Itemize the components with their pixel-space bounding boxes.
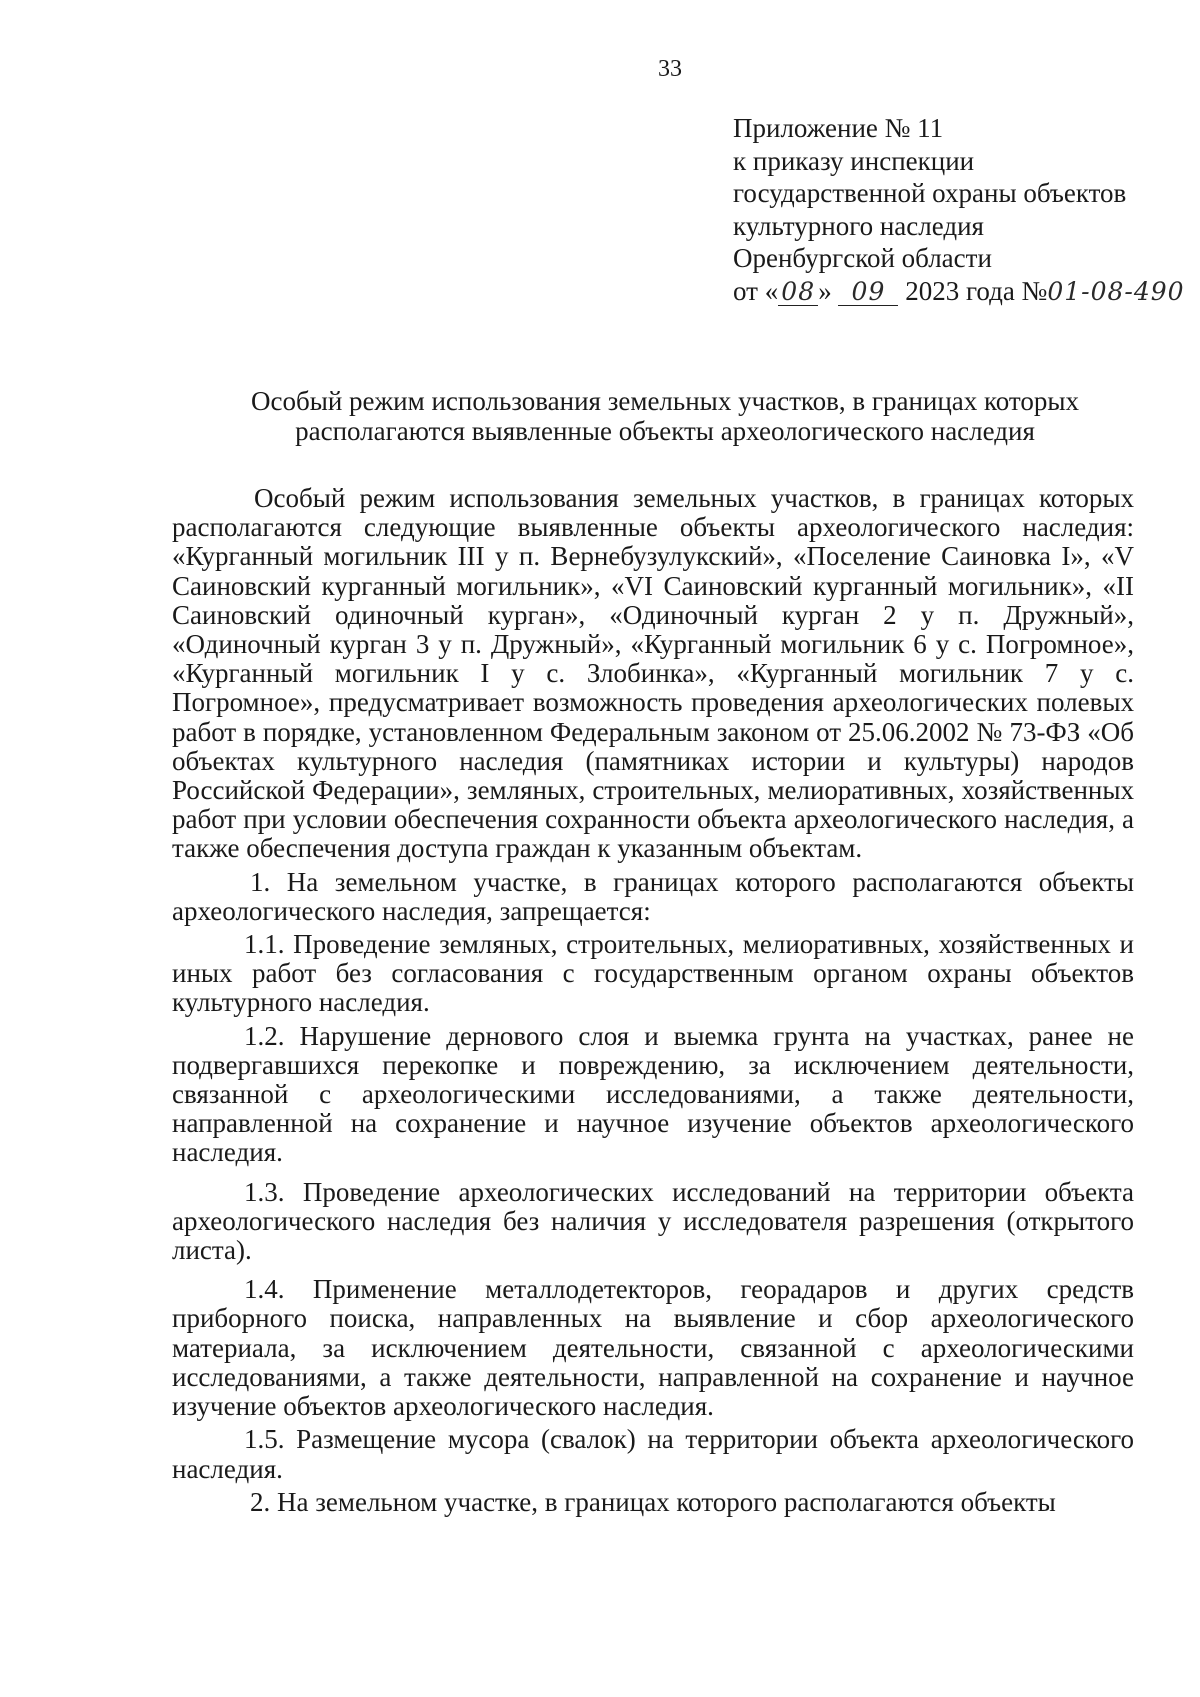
appendix-header <box>733 112 1183 308</box>
appendix-agency-line2: культурного наследия <box>733 210 984 241</box>
date-month-handwritten: 09 <box>838 279 898 306</box>
date-day-handwritten: 08 <box>778 279 818 306</box>
date-day-close: » <box>818 275 832 306</box>
appendix-order-ref: к приказу инспекции <box>733 145 975 176</box>
page-number: 33 <box>658 56 682 82</box>
document-body <box>172 484 1134 1517</box>
appendix-date-line <box>733 275 1183 309</box>
title-line-1: Особый режим использования земельных участков, в границах которых <box>250 386 1080 416</box>
paragraph-1-5: 1.5. Размещение мусора (свалок) на территории объекта археологического наследия. <box>172 1424 1134 1484</box>
paragraph-1-4: 1.4. Применение металлодетекторов, георадаров и других средств приборного поиска, направленных на выявление и сбор археологического материала, за исключением деятельности, связанной с археологическими исследованиями, а также деятельности, направленной на сохранение и научное изучение объектов археологического наследия. <box>172 1274 1134 1422</box>
document-title <box>200 386 1130 446</box>
paragraph-1-1: 1.1. Проведение земляных, строительных, мелиоративных, хозяйственных и иных работ без согласования с государственным органом охраны объектов культурного наследия. <box>172 929 1134 1018</box>
paragraph-1: 1. На земельном участке, в границах которого располагаются объекты археологического наследия, запрещается: <box>172 866 1134 926</box>
date-prefix: от « <box>733 275 779 306</box>
order-number-handwritten: 01-08-490 <box>1047 276 1185 306</box>
appendix-agency-line1: государственной охраны объектов <box>733 178 1127 208</box>
date-year: 2023 года № <box>905 275 1048 306</box>
appendix-number: Приложение № 11 <box>733 113 944 143</box>
title-line-2: располагаются выявленные объекты археологического наследия <box>295 416 1035 446</box>
appendix-region: Оренбургской области <box>733 243 992 273</box>
intro-paragraph: Особый режим использования земельных участков, в границах которых располагаются следующие выявленные объекты археологического наследия: «Курганный могильник III у п. Вернебузулукский», «Поселение Саиновка I», «V Саиновский курганный могильник», «VI Саиновский курганный могильник», «II Саиновский одиночный курган», «Одиночный курган 2 у п. Дружный», «Одиночный курган 3 у п. Дружный», «Курганный могильник 6 у с. Погромное», «Курганный могильник I у с. Злобинка», «Курганный могильник 7 у с. Погромное», предусматривает возможность проведения археологических полевых работ в порядке, установленном Федеральным законом от 25.06.2002 № 73-ФЗ «Об объектах культурного наследия (памятниках истории и культуры) народов Российской Федерации», земляных, строительных, мелиоративных, хозяйственных работ при условии обеспечения сохранности объекта археологического наследия, а также обеспечения доступа граждан к указанным объектам. <box>172 483 1134 864</box>
paragraph-1-3: 1.3. Проведение археологических исследований на территории объекта археологического наследия без наличия у исследователя разрешения (открытого листа). <box>172 1176 1134 1266</box>
paragraph-2: 2. На земельном участке, в границах которого располагаются объекты <box>250 1486 1056 1517</box>
paragraph-1-2: 1.2. Нарушение дернового слоя и выемка грунта на участках, ранее не подвергавшихся перекопке и повреждению, за исключением деятельности, связанной с археологическими исследованиями, а также деятельности, направленной на сохранение и научное изучение объектов археологического наследия. <box>172 1020 1134 1168</box>
